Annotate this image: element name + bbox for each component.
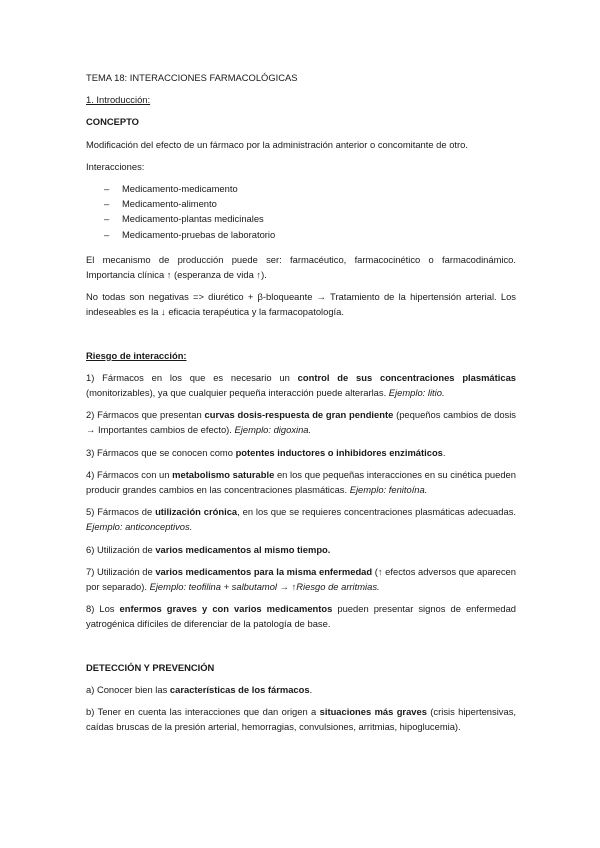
riesgo-text: 7) Utilización de (86, 565, 156, 577)
riesgo-emphasis: control de sus concentraciones plasmáticas (297, 371, 517, 383)
concepto-heading: CONCEPTO (86, 116, 139, 128)
riesgo-text: 5) Fármacos de (86, 506, 156, 518)
riesgo-text: 4) Fármacos con un (86, 468, 173, 480)
deteccion-text: (crisis hipertensivas, caídas bruscas de la presión arterial, hemorragias, convulsiones, arritmias, hipoglucemia). (86, 706, 516, 733)
riesgo-item-3 (86, 445, 516, 460)
riesgo-text: 8) Los (86, 603, 120, 615)
riesgo-item-2 (86, 407, 516, 437)
riesgo-text: 6) Utilización de (86, 543, 156, 555)
deteccion-emphasis: características de los fármacos (169, 683, 310, 695)
interacciones-label: Interacciones: (86, 160, 145, 172)
riesgo-example: Ejemplo: fenitoína. (349, 484, 428, 496)
deteccion-item-a (86, 682, 516, 697)
riesgo-text: en los que pequeñas interacciones en su cinética pueden producir grandes cambios en las concentraciones plasmáticas. (86, 468, 516, 496)
riesgo-item-4 (86, 467, 516, 497)
riesgo-text: , en los que se requieres concentraciones plasmáticas adecuadas. (237, 506, 516, 518)
negatives-line-1: No todas son negativas => diurético + β-bloqueante → Tratamiento de la hipertensión arterial. (86, 291, 497, 303)
riesgo-emphasis: varios medicamentos para la misma enfermedad (155, 565, 373, 577)
riesgo-example: Ejemplo: litio. (388, 387, 445, 399)
document-title: TEMA 18: INTERACCIONES FARMACOLÓGICAS (86, 72, 298, 83)
list-item: – Medicamento-alimento (104, 196, 516, 211)
section-heading-introduccion: 1. Introducción: (86, 94, 151, 106)
riesgo-emphasis: enfermos graves y con varios medicamentos (119, 603, 333, 615)
riesgo-text: 3) Fármacos que se conocen como (86, 446, 236, 458)
riesgo-emphasis: utilización crónica (155, 506, 238, 518)
riesgo-text: (↑ efectos adversos que aparecen por separado). (86, 565, 516, 593)
deteccion-heading: DETECCIÓN Y PREVENCIÓN (86, 661, 215, 673)
riesgo-emphasis: potentes inductores o inhibidores enzimáticos (235, 446, 443, 458)
deteccion-item-b (86, 704, 516, 734)
riesgo-text: 1) Fármacos en los que es necesario un (86, 371, 298, 383)
riesgo-item-8 (86, 601, 516, 631)
riesgo-text: (pequeños cambios de dosis → Importantes cambios de efecto). (86, 409, 516, 436)
riesgo-text: . (442, 446, 446, 458)
mechanism-paragraph (86, 252, 516, 282)
riesgo-emphasis: metabolismo saturable (172, 468, 275, 480)
riesgo-emphasis: varios medicamentos al mismo tiempo. (155, 543, 331, 555)
deteccion-text: a) Conocer bien las (86, 683, 170, 695)
riesgo-text: pueden presentar signos de enfermedad yatrogénica difíciles de diferenciar de la patología de base. (86, 603, 516, 630)
deteccion-emphasis: situaciones más graves (319, 706, 427, 718)
negatives-paragraph (86, 289, 516, 319)
riesgo-example: Ejemplo: digoxina. (234, 424, 312, 436)
document-page (86, 70, 516, 735)
riesgo-text: (monitorizables), ya que cualquier pequeña interacción puede alterarlas. (86, 387, 389, 399)
riesgo-emphasis: curvas dosis-respuesta de gran pendiente (204, 409, 394, 421)
riesgo-item-6 (86, 542, 516, 557)
list-item: – Medicamento-pruebas de laboratorio (104, 227, 516, 242)
negatives-line-2: Los indeseables es la ↓ eficacia terapéutica y la farmacopatología. (86, 291, 516, 318)
riesgo-item-7 (86, 564, 516, 594)
list-item: – Medicamento-plantas medicinales (104, 211, 516, 226)
concepto-definition: Modificación del efecto de un fármaco por la administración anterior o concomitante de otro. (86, 138, 468, 150)
riesgo-item-5 (86, 504, 516, 534)
riesgo-heading: Riesgo de interacción: (86, 349, 187, 361)
riesgo-example: Ejemplo: teofilina + salbutamol → ↑Riesgo de arritmias. (149, 581, 380, 593)
list-item: – Medicamento-medicamento (104, 181, 516, 196)
interacciones-list (86, 181, 516, 242)
riesgo-example: Ejemplo: anticonceptivos. (86, 521, 193, 533)
deteccion-text: . (309, 683, 313, 695)
riesgo-item-1 (86, 370, 516, 400)
riesgo-text: 2) Fármacos que presentan (86, 409, 205, 421)
deteccion-text: b) Tener en cuenta las interacciones que dan origen a (86, 706, 320, 718)
mechanism-line-2: Importancia clínica ↑ (esperanza de vida ↑). (86, 269, 267, 281)
mechanism-line-1: El mecanismo de producción puede ser: farmacéutico, farmacocinético o farmacodinámico. (86, 253, 516, 265)
